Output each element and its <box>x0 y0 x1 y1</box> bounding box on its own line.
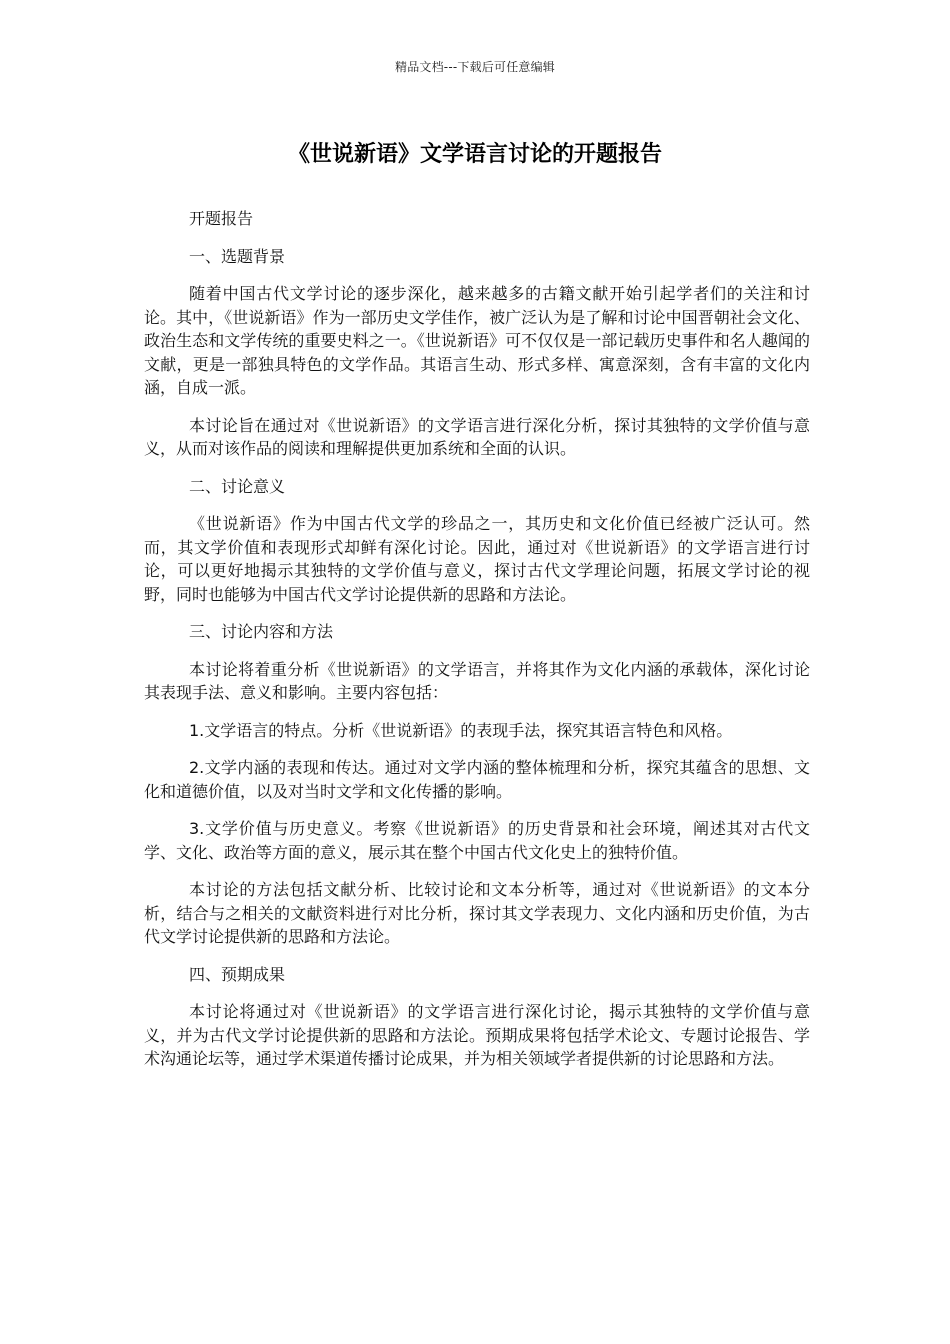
list-item: 3.文学价值与历史意义。考察《世说新语》的历史背景和社会环境，阐述其对古代文学、文化、政治等方面的意义，展示其在整个中国古代文化史上的独特价值。 <box>144 819 810 862</box>
paragraph: 《世说新语》作为中国古代文学的珍品之一，其历史和文化价值已经被广泛认可。然而，其文学价值和表现形式却鲜有深化讨论。因此，通过对《世说新语》的文学语言进行讨论，可以更好地揭示其独特的文学价值与意义，探讨古代文学理论问题，拓展文学讨论的视野，同时也能够为中国古代文学讨论提供新的思路和方法论。 <box>144 514 810 604</box>
section-heading-background: 一、选题背景 <box>189 246 286 266</box>
paragraph: 本讨论将着重分析《世说新语》的文学语言，并将其作为文化内涵的承载体，深化讨论其表现手法、意义和影响。主要内容包括： <box>144 659 810 702</box>
page-header: 精品文档---下载后可任意编辑 <box>395 60 555 74</box>
document-body <box>144 207 810 1085</box>
section-heading-significance: 二、讨论意义 <box>189 476 286 496</box>
list-item: 1.文学语言的特点。分析《世说新语》的表现手法，探究其语言特色和风格。 <box>189 720 733 740</box>
list-item: 2.文学内涵的表现和传达。通过对文学内涵的整体梳理和分析，探究其蕴含的思想、文化和道德价值，以及对当时文学和文化传播的影响。 <box>144 758 810 801</box>
report-label: 开题报告 <box>189 209 254 228</box>
paragraph: 本讨论旨在通过对《世说新语》的文学语言进行深化分析，探讨其独特的文学价值与意义，从而对该作品的阅读和理解提供更加系统和全面的认识。 <box>144 415 810 458</box>
document-title: 《世说新语》文学语言讨论的开题报告 <box>287 142 662 167</box>
paragraph: 本讨论的方法包括文献分析、比较讨论和文本分析等，通过对《世说新语》的文本分析，结合与之相关的文献资料进行对比分析，探讨其文学表现力、文化内涵和历史价值，为古代文学讨论提供新的思路和方法论。 <box>144 880 810 946</box>
section-heading-expected-results: 四、预期成果 <box>189 964 286 984</box>
paragraph: 随着中国古代文学讨论的逐步深化，越来越多的古籍文献开始引起学者们的关注和讨论。其中，《世说新语》作为一部历史文学佳作，被广泛认为是了解和讨论中国晋朝社会文化、政治生态和文学传统的重要史料之一。《世说新语》可不仅仅是一部记载历史事件和名人趣闻的文献，更是一部独具特色的文学作品。其语言生动、形式多样、寓意深刻，含有丰富的文化内涵，自成一派。 <box>144 284 810 397</box>
paragraph: 本讨论将通过对《世说新语》的文学语言进行深化讨论，揭示其独特的文学价值与意义，并为古代文学讨论提供新的思路和方法论。预期成果将包括学术论文、专题讨论报告、学术沟通论坛等，通过学术渠道传播讨论成果，并为相关领域学者提供新的讨论思路和方法。 <box>144 1002 810 1068</box>
section-heading-content-methods: 三、讨论内容和方法 <box>189 622 334 641</box>
